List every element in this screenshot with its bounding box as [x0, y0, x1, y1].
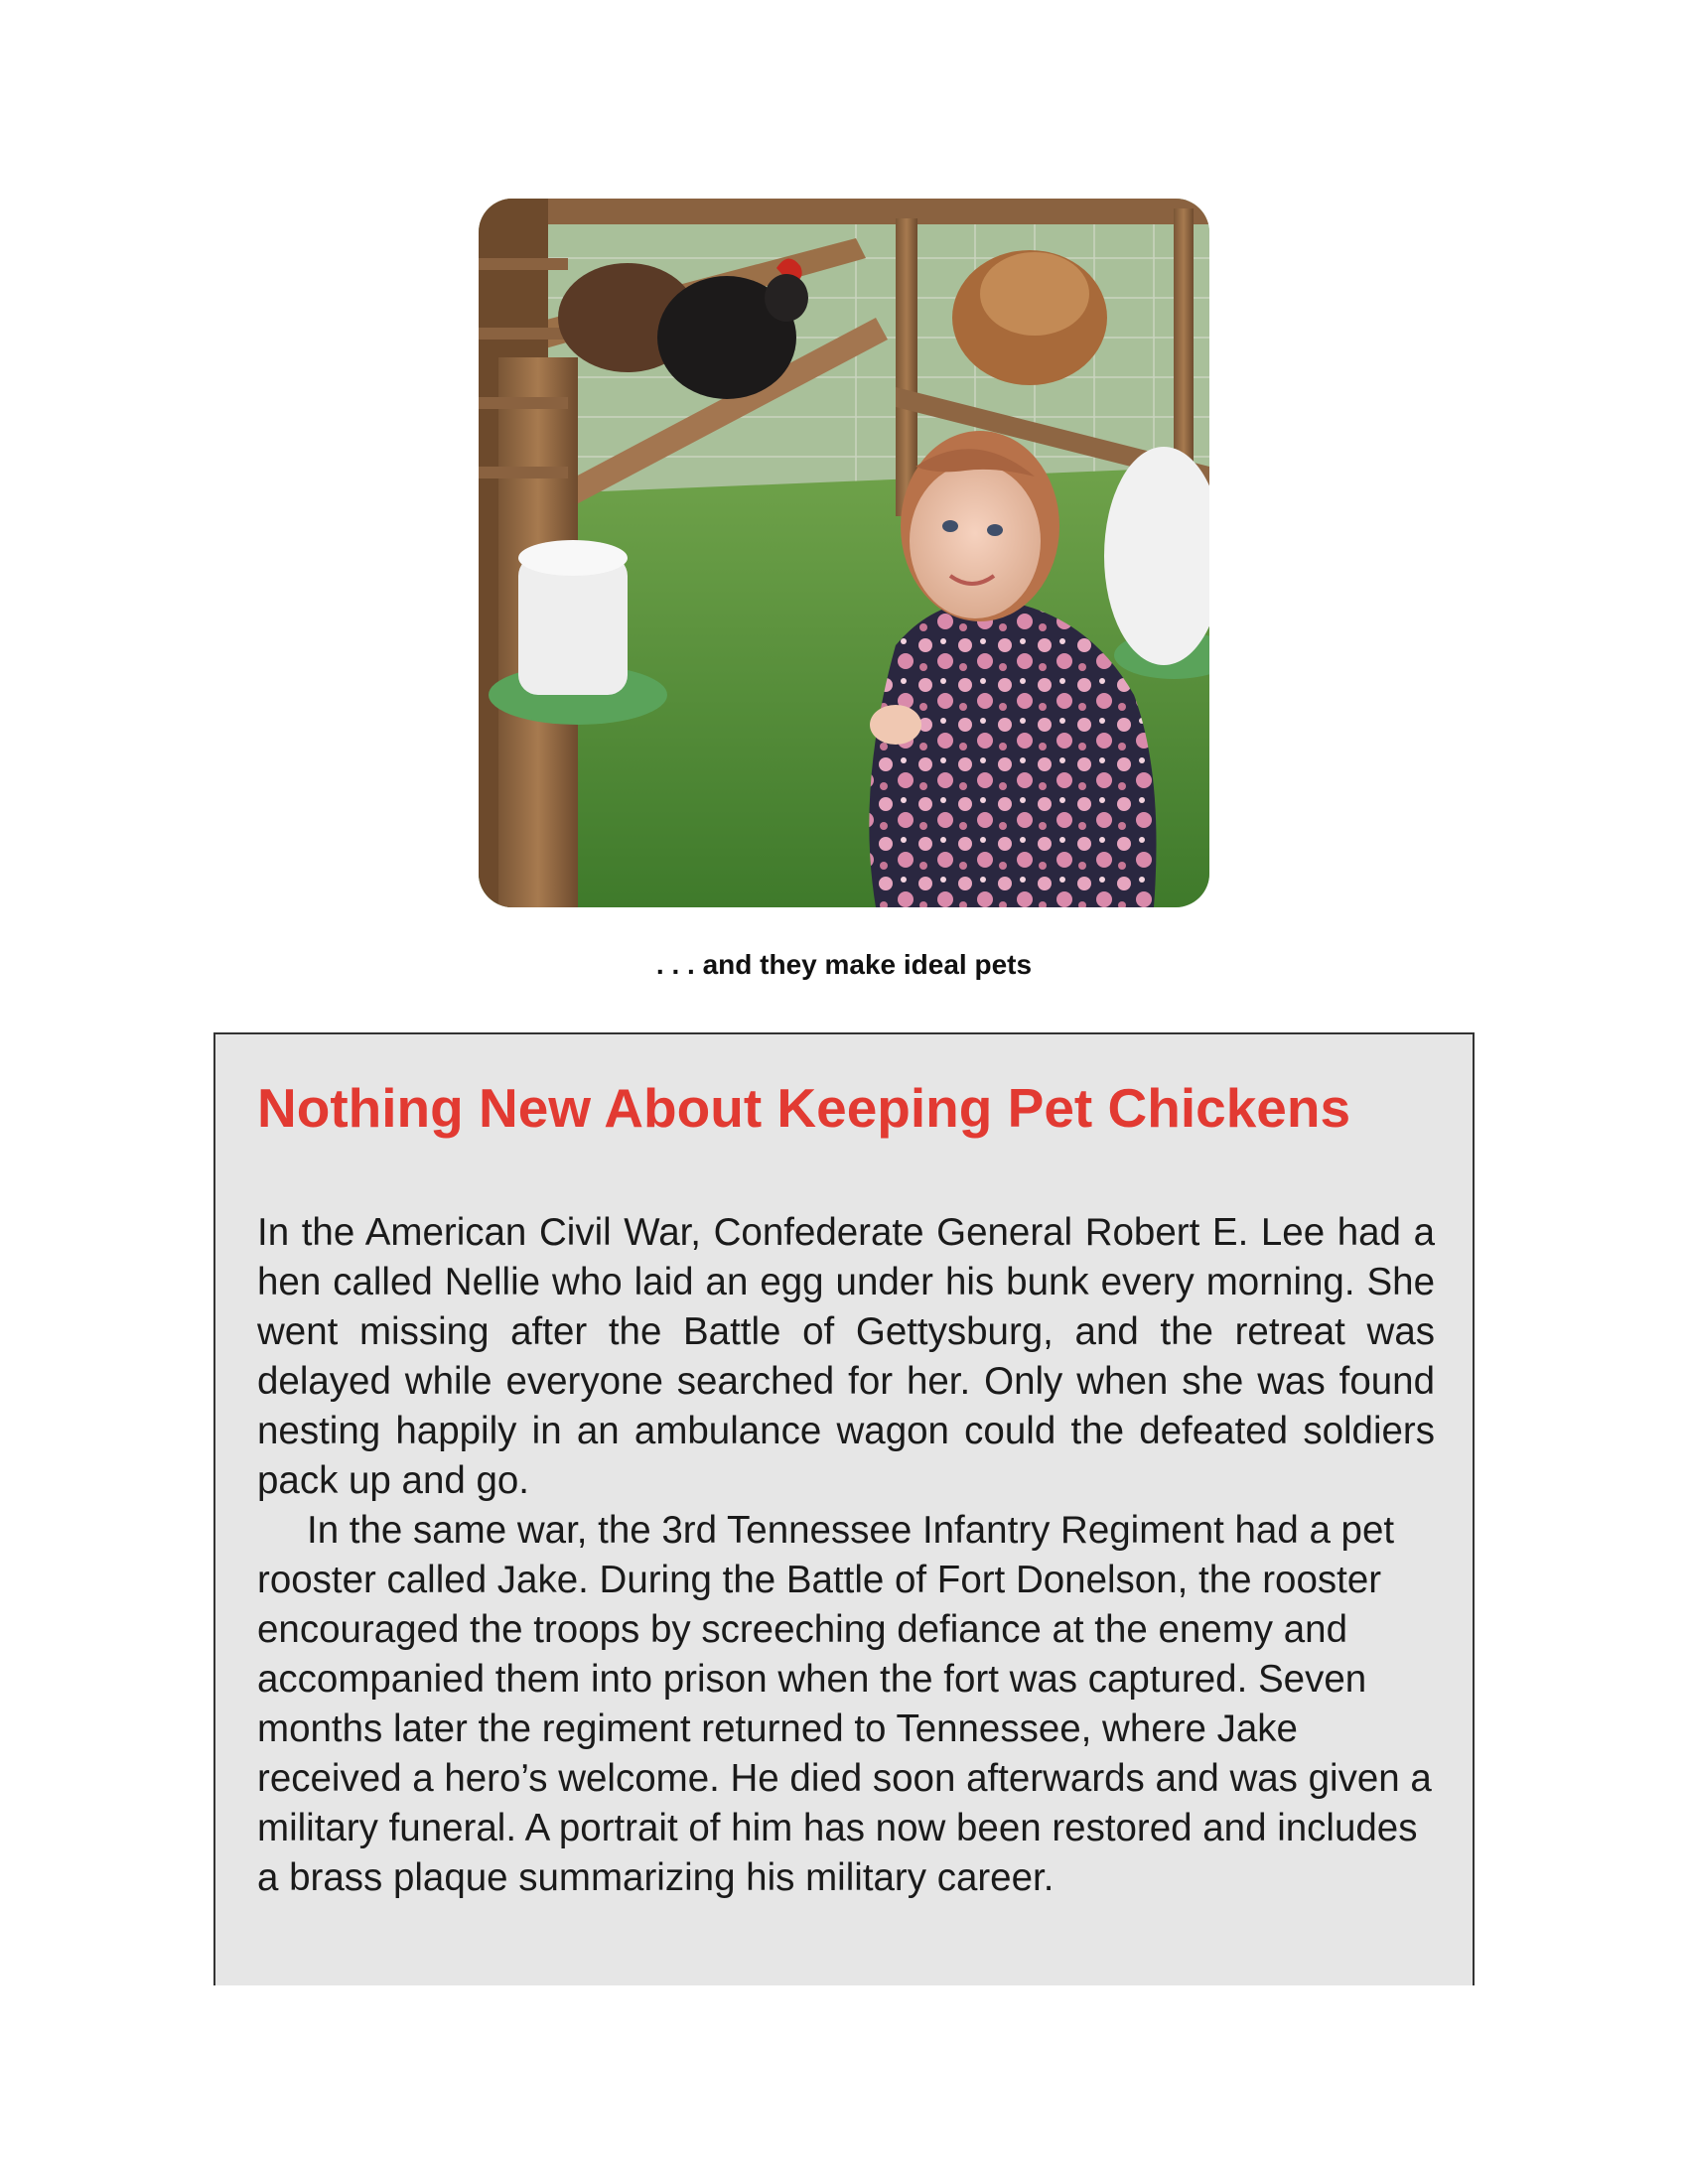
photo-caption: . . . and they make ideal pets — [655, 949, 1033, 980]
paragraph-jake: In the same war, the 3rd Tennessee Infantry Regiment had a pet rooster called Jake. During the Battle of Fort Donelson, the rooster encouraged the troops by screeching defiance at the enemy and accompanied them into prison when the fort was captured. Seven months later the regiment returned to Tennessee, where Jake received a hero’s welcome. He died soon afterwards and was given a military funeral. A portrait of him has now been restored and includes a brass plaque summarizing his military career. — [257, 1509, 1432, 1899]
chickens-photo — [479, 199, 1209, 907]
sidebar-body — [257, 1208, 1435, 1903]
photo-illustration — [479, 199, 1209, 907]
paragraph-nellie: In the American Civil War, Confederate General Robert E. Lee had a hen called Nellie who laid an egg under his bunk every morning. She went missing after the Battle of Gettysburg, and the retreat was delayed while everyone searched for her. Only when she was found nesting happily in an ambulance wagon could the defeated soldiers pack up and go. — [257, 1211, 1435, 1502]
sidebar-title: Nothing New About Keeping Pet Chickens — [257, 1077, 1351, 1139]
sidebar-box — [213, 1032, 1475, 1985]
